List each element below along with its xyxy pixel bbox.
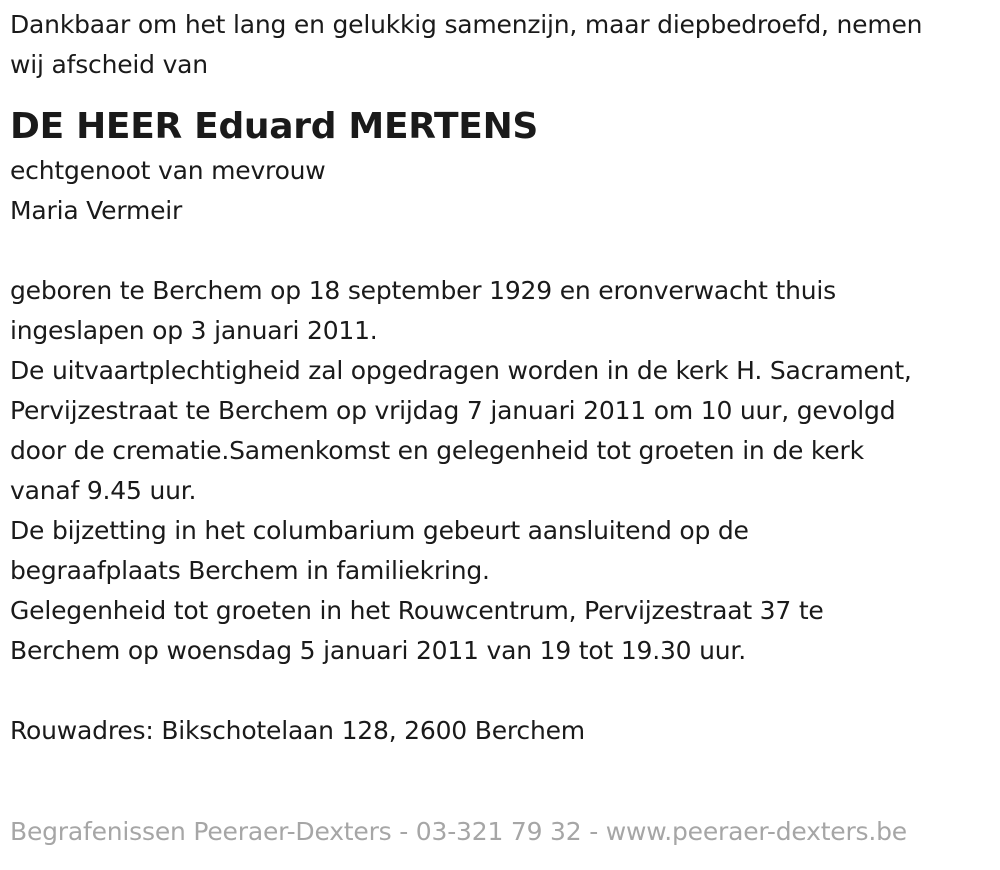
body-line: Pervijzestraat te Berchem op vrijdag 7 januari 2011 om 10 uur, gevolgd — [10, 396, 896, 425]
body-line: geboren te Berchem op 18 september 1929 en eronverwacht thuis — [10, 276, 836, 305]
body-line: vanaf 9.45 uur. — [10, 476, 197, 505]
intro-line: Dankbaar om het lang en gelukkig samenzijn, maar diepbedroefd, nemen — [10, 10, 923, 39]
obituary-notice — [10, 5, 995, 751]
intro-line: wij afscheid van — [10, 50, 208, 79]
body-line: Gelegenheid tot groeten in het Rouwcentrum, Pervijzestraat 37 te — [10, 596, 824, 625]
body-line: Berchem op woensdag 5 januari 2011 van 19 tot 19.30 uur. — [10, 636, 746, 665]
body-line: De bijzetting in het columbarium gebeurt aansluitend op de — [10, 516, 749, 545]
deceased-name: DE HEER Eduard MERTENS — [10, 106, 539, 147]
spacer — [10, 231, 995, 271]
spouse-line: echtgenoot van mevrouw — [10, 156, 326, 185]
spacer — [10, 671, 995, 711]
spouse-line: Maria Vermeir — [10, 196, 183, 225]
funeral-home-footer: Begrafenissen Peeraer-Dexters - 03-321 79 32 - www.peeraer-dexters.be — [10, 817, 907, 846]
body-line: ingeslapen op 3 januari 2011. — [10, 316, 378, 345]
ceremony-details — [10, 271, 995, 671]
body-line: door de crematie.Samenkomst en gelegenheid tot groeten in de kerk — [10, 436, 864, 465]
body-line: De uitvaartplechtigheid zal opgedragen worden in de kerk H. Sacrament, — [10, 356, 912, 385]
spouse-info — [10, 151, 995, 231]
body-line: begraafplaats Berchem in familiekring. — [10, 556, 490, 585]
intro-text — [10, 5, 995, 85]
mourning-address: Rouwadres: Bikschotelaan 128, 2600 Berchem — [10, 716, 585, 745]
